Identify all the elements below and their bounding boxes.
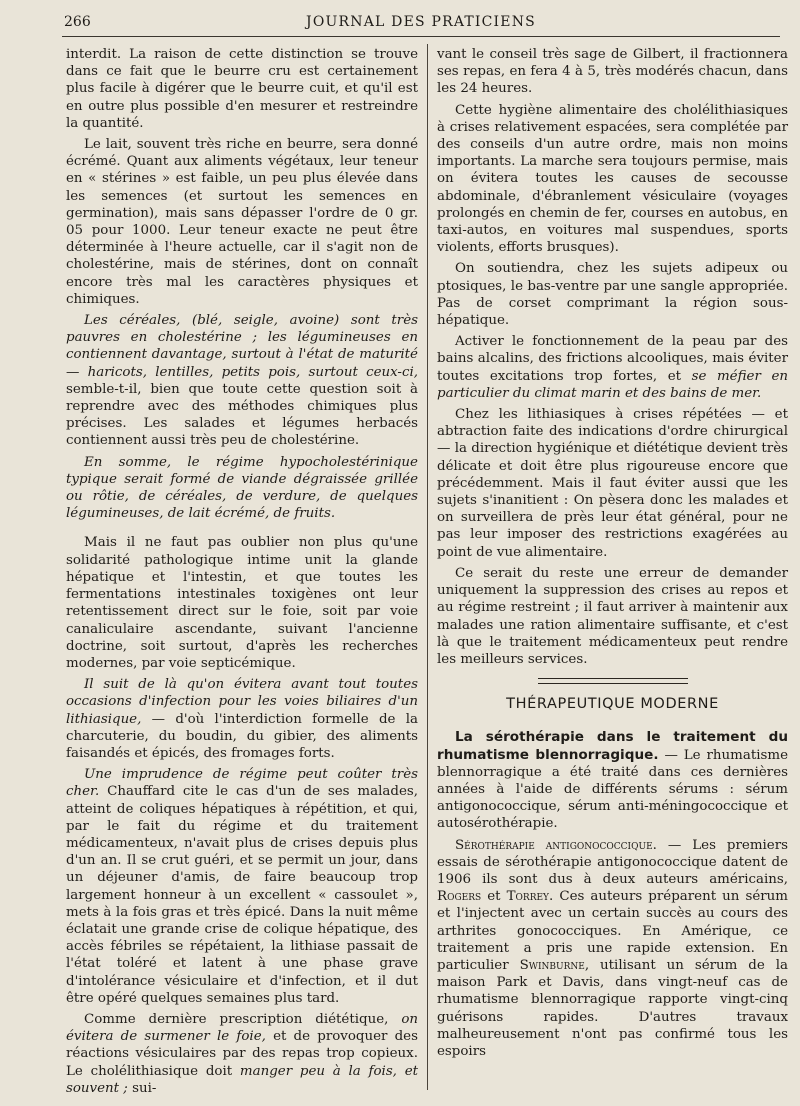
text: — d'où l'interdiction formelle de la charcuterie, du boudin, du gibier, des aliments faisandés et épicés, des fromages forts. xyxy=(66,711,418,761)
text: — Le rhumatisme blennorragique a été traité dans ces dernières années à l'aide de différents sérums : sérum antigonococcique, sérum anti-méningococcique et autosérothérapie. xyxy=(437,747,788,832)
italic-text: Une imprudence de régime peut coûter très cher. xyxy=(66,767,418,800)
text: , utilisant un sérum de la maison Park et Davis, dans vingt-neuf cas de rhumatisme blennorragique rapporte vingt-cinq guérisons rapides. D'autres travaux malheureusement n'ont pas confirmé tous les espoirs xyxy=(437,957,788,1059)
paragraph: Mais il ne faut pas oublier non plus qu'une solidarité pathologique intime unit la glande hépatique et l'intestin, et que toutes les fermentations intestinales toxigènes ont leur retentissement direct sur le foie, soit par voie canaliculaire ascendante, suivant l'ancienne doctrine, soit surtout, d'après les recherches modernes, par voie septicémique. xyxy=(66,535,418,671)
section-separator xyxy=(538,678,688,684)
article-title: La sérothérapie dans le traitement du rhumatisme blennorragique. xyxy=(437,729,788,763)
column-divider xyxy=(427,44,428,1090)
text: Comme dernière prescription diététique, xyxy=(84,1011,402,1027)
left-column xyxy=(66,46,418,1101)
italic-text: Les céréales, (blé, seigle, avoine) sont très pauvres en cholestérine ; les légumineuses en contiennent davantage, surtout à l'état de maturité — haricots, lentilles, petits pois, surtout ceux-ci, xyxy=(66,313,418,380)
right-column xyxy=(437,46,788,1064)
paragraph xyxy=(66,766,418,1007)
paragraph: On soutiendra, chez les sujets adipeux ou ptosiques, le bas-ventre par une sangle appropriée. Pas de corset comprimant la région sous-hépatique. xyxy=(437,261,788,329)
running-title: JOURNAL DES PRATICIENS xyxy=(306,14,536,30)
text: sui- xyxy=(127,1080,157,1096)
italic-text: Il suit de là qu'on évitera avant tout toutes occasions d'infection pour les voies biliaires d'un lithiasique, xyxy=(66,677,418,727)
italic-text: se méfier en particulier du climat marin et des bains de mer. xyxy=(437,368,788,401)
paragraph: Cette hygiène alimentaire des cholélithiasiques à crises relativement espacées, sera complétée par des conseils d'un autre ordre, mais non moins importants. La marche sera toujours permise, mais on évitera toutes les causes de secousse abdominale, d'ébranlement vésiculaire (voyages prolongés en chemin de fer, courses en autobus, en taxi-autos, en voitures mal suspendues, sports violents, efforts brusques). xyxy=(437,102,788,256)
section-heading: THÉRAPEUTIQUE MODERNE xyxy=(506,696,719,713)
text: semble-t-il, bien que toute cette question soit à reprendre avec des méthodes chimiques plus précises. Les salades et légumes herbacés contiennent aussi très peu de cholestérine. xyxy=(66,381,418,449)
italic-text: on évitera de surmener le foie, xyxy=(66,1011,418,1045)
text: Activer le fonctionnement de la peau par des bains alcalins, des frictions alcooliques, mais éviter toutes excitations trop fortes, et xyxy=(437,334,788,384)
author-name: Rogers xyxy=(437,889,482,905)
italic-text: manger peu à la fois, et souvent ; xyxy=(66,1063,419,1096)
paragraph xyxy=(437,333,788,402)
spacer xyxy=(66,526,418,534)
paragraph xyxy=(66,676,418,762)
article-paragraph xyxy=(437,837,788,1061)
text: et xyxy=(481,889,507,905)
text: . Ces auteurs préparent un sérum et l'injectent avec un certain succès au cours des arthrites gonococciques. En Amérique, ce traitement a pris une rapide extension. En particulier xyxy=(437,889,788,973)
paragraph xyxy=(66,312,418,450)
paragraph: interdit. La raison de cette distinction se trouve dans ce fait que le beurre cru est certainement plus facile à digérer que le beurre cuit, et qu'il est en outre plus possible d'en mesurer et restreindre la quantité. xyxy=(66,47,418,131)
text: et de provoquer des réactions vésiculaires par des repas trop copieux. Le cholélithiasique doit xyxy=(66,1029,418,1079)
paragraph: Chez les lithiasiques à crises répétées — et abtraction faite des indications d'ordre chirurgical — la direction hygiénique et diététique devient très délicate et doit être plus rigoureuse encore que précédemment. Mais il faut éviter aussi que les sujets s'inanitient : On pèsera donc les malades et on surveillera de près leur état général, pour ne pas leur imposer des restrictions exagérées au point de vue alimentaire. xyxy=(437,407,788,560)
paragraph xyxy=(66,1011,418,1097)
page-number: 266 xyxy=(64,14,91,30)
author-name: Torrey xyxy=(506,889,549,905)
paragraph: Ce serait du reste une erreur de demander uniquement la suppression des crises au repos et au régime restreint ; il faut arriver à maintenir aux malades une ration alimentaire suffisante, et c'est là que le traitement médicamenteux peut rendre les meilleurs services. xyxy=(437,565,788,667)
page-header xyxy=(62,10,780,37)
subheading: Sérothérapie antigonococcique. xyxy=(455,837,657,853)
paragraph: Le lait, souvent très riche en beurre, sera donné écrémé. Quant aux aliments végétaux, leur teneur en « stérines » est faible, un peu plus élevée dans les semences (et surtout les semences en germination), mais sans dépasser l'ordre de 0 gr. 05 pour 1000. Leur teneur exacte ne peut être déterminée à l'heure actuelle, car il s'agit non de cholestérine, mais de stérines, dont on connaît encore très mal les caractères physiques et chimiques. xyxy=(66,137,418,307)
article-paragraph xyxy=(437,729,788,832)
text: Chauffard cite le cas d'un de ses malades, atteint de coliques hépatiques à répétition, et qui, par le fait du régime et du traitement médicamenteux, n'avait plus de crises depuis plus d'un an. Il se crut guéri, et se permit un jour, dans un déjeuner d'amis, de faire beaucoup trop largement honneur à un excellent « cassoulet », mets à la fois gras et très épicé. Dans la nuit même éclatait une grande crise de colique hépatique, des accès fébriles se répétaient, la lithiase passait de l'état toléré et latent à une phase grave d'intolérance vésiculaire et d'infection, et il dut être opéré quelques semaines plus tard. xyxy=(66,784,418,1006)
paragraph: vant le conseil très sage de Gilbert, il fractionnera ses repas, en fera 4 à 5, très modérés chacun, dans les 24 heures. xyxy=(437,47,788,97)
text: — Les premiers essais de sérothérapie antigonococcique datent de 1906 ils sont dus à deux auteurs américains, xyxy=(437,837,788,887)
paragraph: En somme, le régime hypocholestérinique typique serait formé de viande dégraissée grillée ou rôtie, de céréales, de verdure, de quelques légumineuses, de lait écrémé, de fruits. xyxy=(66,454,418,522)
author-name: Swinburne xyxy=(519,957,585,973)
